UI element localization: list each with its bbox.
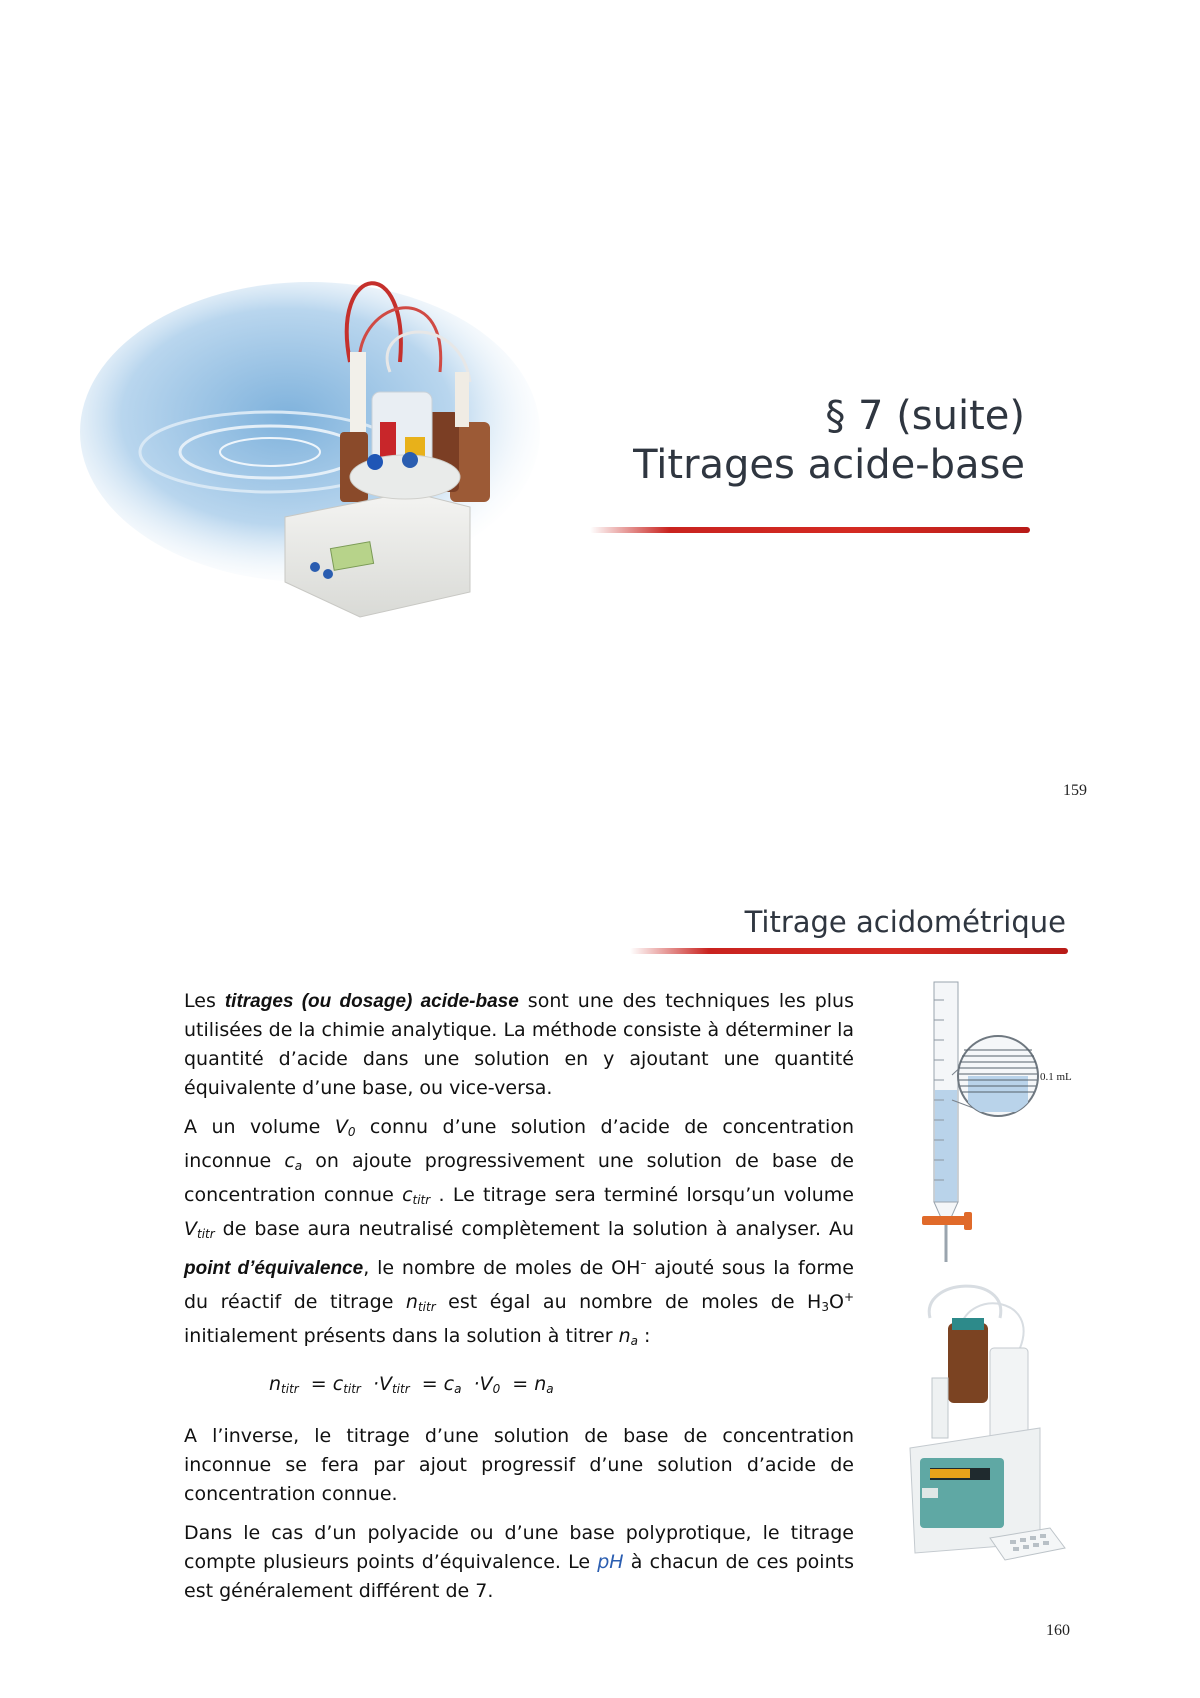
formula-subscript: 3 [821,1300,829,1314]
keyword-point-equivalence: point d’équivalence [184,1258,364,1279]
slide-title-block [633,392,1025,490]
var-symbol: V [334,1116,348,1138]
text-run: . Le titrage sera terminé lorsqu’un volume [430,1184,854,1206]
slide-title [0,0,1200,830]
eq-term [269,1373,299,1395]
var-ca [284,1150,302,1172]
keyword-titrages: titrages (ou dosage) acide-base [224,991,519,1012]
var-subscript: titr [412,1193,431,1207]
eq-term [311,1373,361,1395]
paragraph-intro [184,987,854,1103]
text-run: Dans le cas d’un polyacide ou d’une base polyprotique, le titrage compte plusieurs points d’équivalence. Le [184,1522,854,1573]
var-v0 [335,1116,356,1138]
paragraph-inverse: A l’inverse, le titrage d’une solution de base de concentration inconnue se fera par ajout progressif d’une solution d’acide de concentration connue. [184,1425,854,1505]
var-symbol: n [405,1291,418,1313]
var-symbol: V [184,1218,197,1240]
text-run: est égal au nombre de moles de H [435,1291,822,1313]
text-run: initialement présents dans la solution à titrer [184,1325,619,1347]
var-ntitr [406,1291,436,1313]
text-run: on ajoute progressivement une solution de base de concentration connue [184,1150,854,1206]
chapter-subtitle: Titrages acide-base [633,441,1025,488]
equivalence-equation [269,1370,854,1404]
eq-symbol: n [269,1373,282,1395]
automatic-titrator-photo [890,1278,1070,1578]
text-run: , le nombre de moles de OH [363,1257,641,1279]
eq-subscript: a [546,1382,554,1396]
text-run: sont une des techniques les plus utilisées de la chimie analytique. La méthode consiste à déterminer la quantité d’acide dans une solution en y ajoutant une quantité équivalente d’une base, ou vice-versa. [184,990,854,1099]
eq-symbol: = n [512,1373,547,1395]
ph-term: pH [597,1551,624,1573]
burette-illustration [912,980,1072,1265]
text-run: à chacun de ces points est généralement différent de 7. [184,1551,854,1602]
text-run: : [637,1325,651,1347]
charge-superscript: – [640,1256,647,1270]
text-run: A un volume [184,1116,335,1138]
text-run: connu d’une solution d’acide de concentration inconnue [184,1116,854,1172]
section-title: Titrage acidométrique [744,905,1066,939]
section-underline [630,948,1068,954]
eq-subscript: titr [343,1382,361,1396]
eq-symbol: ·V [372,1373,392,1395]
eq-term [373,1373,410,1395]
text-run: ajouté sous la forme du réactif de titrage [184,1257,854,1313]
var-symbol: c [284,1150,295,1172]
eq-subscript: a [454,1382,462,1396]
var-symbol: n [618,1325,631,1347]
eq-symbol: = c [310,1373,344,1395]
text-run: O [828,1291,844,1313]
eq-term [474,1373,501,1395]
eq-subscript: titr [391,1382,410,1396]
burette-scale-label: 0.1 mL [1040,1071,1072,1083]
text-run: Les [184,990,225,1012]
var-na [619,1325,638,1347]
eq-term [422,1373,462,1395]
eq-subscript: 0 [492,1382,501,1396]
var-subscript: a [294,1159,303,1173]
var-vtitr [184,1218,215,1240]
var-subscript: 0 [347,1125,356,1139]
slide-titrage [0,830,1200,1698]
title-underline [590,527,1030,533]
var-subscript: a [630,1334,638,1348]
var-symbol: c [402,1184,413,1206]
var-subscript: titr [197,1227,215,1241]
paragraph-method [184,1113,854,1356]
chapter-title: § 7 (suite) [825,393,1025,439]
text-run: de base aura neutralisé complètement la solution à analyser. Au [214,1218,854,1240]
titrator-photo [110,262,560,642]
eq-symbol: = c [421,1373,455,1395]
eq-term [512,1373,553,1395]
paragraph-polyacide [184,1519,854,1606]
eq-symbol: ·V [473,1373,493,1395]
charge-superscript: + [843,1290,854,1304]
page-number: 159 [1063,782,1087,799]
page-number: 160 [1046,1622,1070,1639]
text-body [184,987,854,1616]
var-subscript: titr [417,1300,436,1314]
eq-subscript: titr [281,1382,299,1396]
var-ctitr [402,1184,430,1206]
